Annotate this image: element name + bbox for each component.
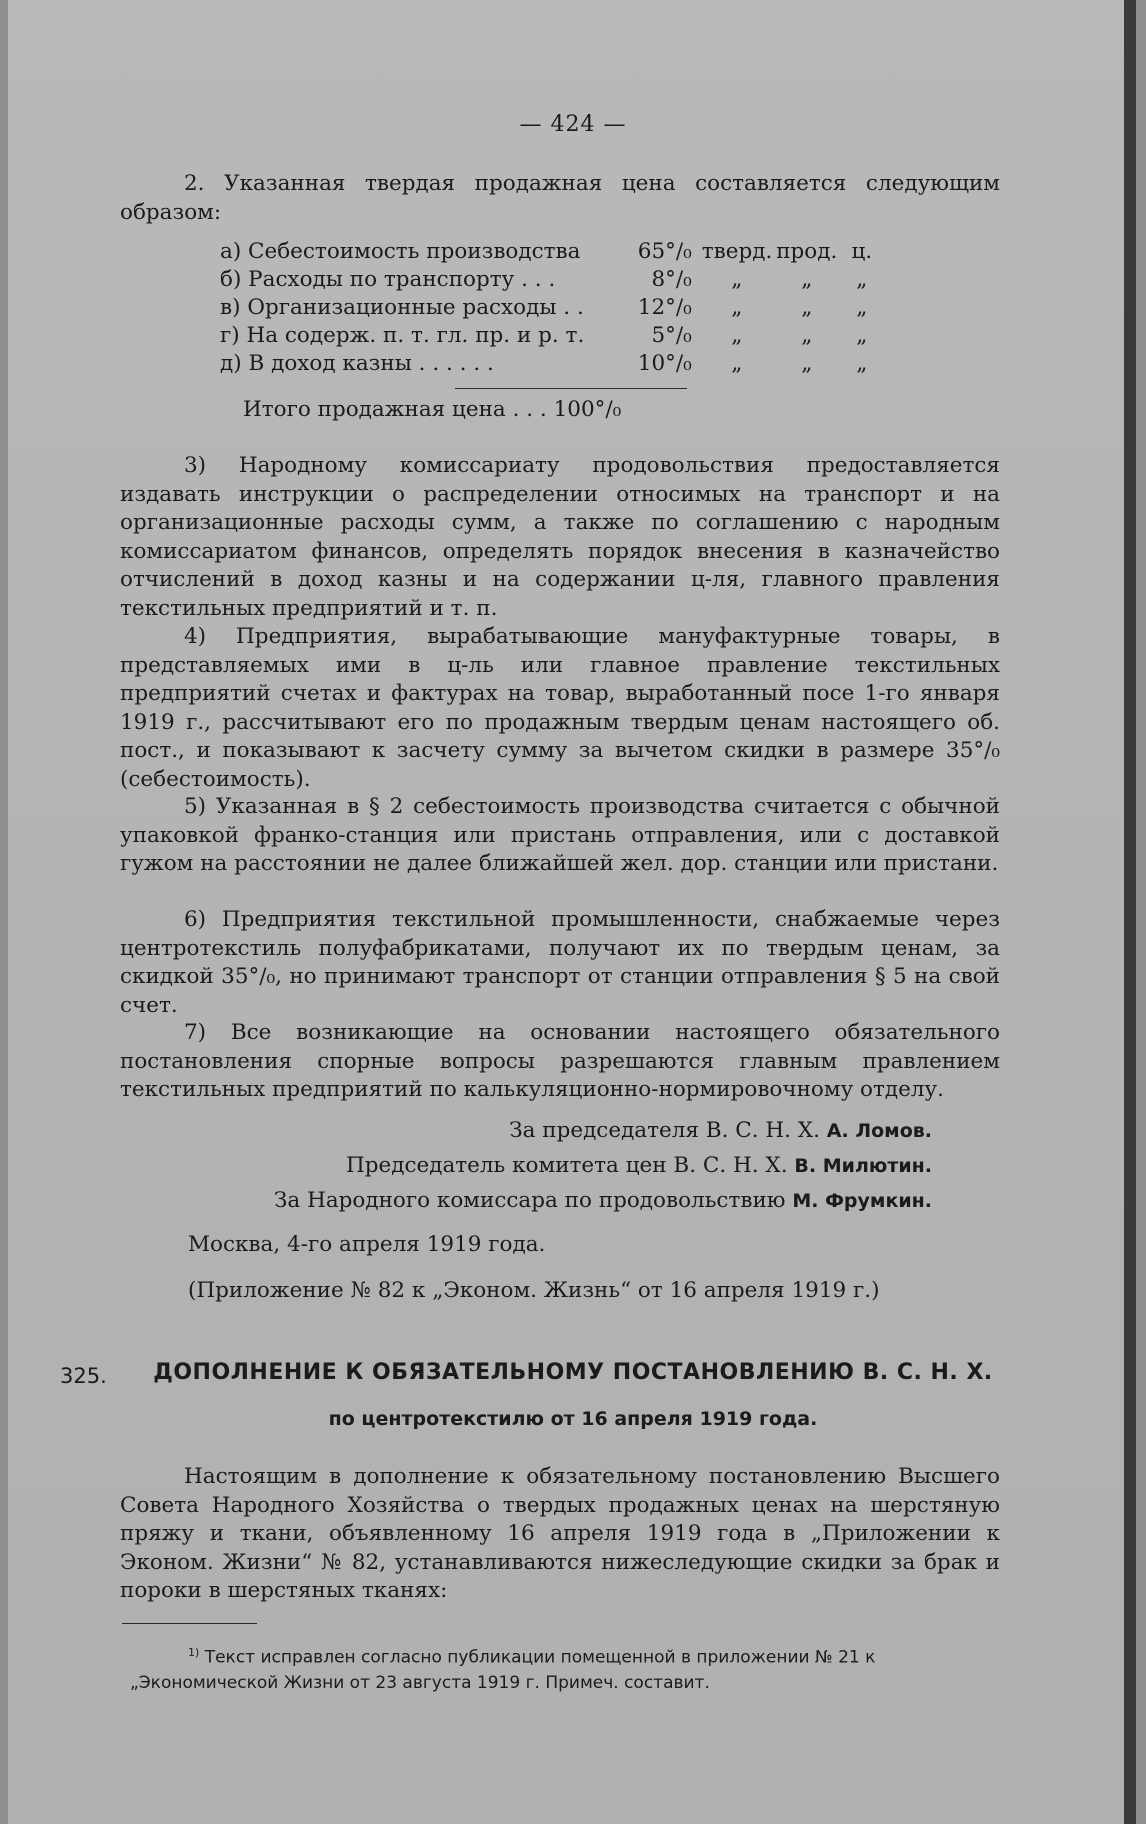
cost-row-label: в) Организационные расходы . . — [220, 295, 584, 320]
signature-role: За председателя В. С. Н. Х. — [509, 1118, 820, 1143]
signature-line — [346, 1153, 932, 1178]
section-subtitle: по центротекстилю от 16 апреля 1919 года. — [328, 1408, 818, 1430]
cost-row-unit: ц. — [851, 239, 873, 264]
section-title: ДОПОЛНЕНИЕ К ОБЯЗАТЕЛЬНОМУ ПОСТАНОВЛЕНИЮ В. С. Н. Х. — [153, 1360, 993, 1385]
cost-row-percent: 8°/₀ — [651, 267, 692, 292]
cost-row-unit: „ — [801, 351, 813, 376]
signature-line — [509, 1118, 932, 1143]
cost-row-percent: 10°/₀ — [637, 351, 692, 376]
footnote-rule — [122, 1623, 257, 1624]
cost-row-label: б) Расходы по транспорту . . . — [220, 267, 556, 292]
cost-row — [220, 322, 900, 350]
cost-row-unit: „ — [856, 323, 868, 348]
cost-row-unit: „ — [856, 295, 868, 320]
cost-row-label: а) Себестоимость производства — [220, 239, 581, 264]
signature-line — [274, 1188, 932, 1213]
cost-row-unit: „ — [731, 323, 743, 348]
cost-row-unit: „ — [731, 267, 743, 292]
cost-row-unit: „ — [801, 267, 813, 292]
cost-row-unit: „ — [801, 295, 813, 320]
place-date: Москва, 4-го апреля 1919 года. — [188, 1232, 546, 1257]
cost-row-percent: 12°/₀ — [637, 295, 692, 320]
cost-row-percent: 5°/₀ — [651, 323, 692, 348]
page-edge — [1124, 0, 1136, 1824]
cost-row-label: д) В доход казны . . . . . . — [220, 351, 494, 376]
cost-row-unit: прод. — [776, 239, 838, 264]
section-number: 325. — [60, 1364, 107, 1388]
section-2-intro: 2. Указанная твердая продажная цена составляется следующим образом: — [120, 171, 1000, 225]
footnote — [130, 1640, 1010, 1696]
page-number: — 424 — — [519, 112, 627, 137]
cost-row — [220, 238, 900, 266]
cost-breakdown-table — [220, 238, 900, 378]
signature-name: М. Фрумкин. — [792, 1190, 932, 1212]
paragraph-7: 7) Все возникающие на основании настоящего обязательного постановления спорные вопросы разрешаются главным правлением текстильных предприятий по калькуляционно-нормировочному отделу. — [120, 1020, 1000, 1102]
cost-row-unit: „ — [731, 295, 743, 320]
cost-row — [220, 266, 900, 294]
footnote-text: Текст исправлен согласно публикации помещенной в приложении № 21 к „Экономической Жизни от 23 августа 1919 г. Примеч. составит. — [130, 1647, 876, 1693]
footnote-mark: 1) — [188, 1646, 200, 1659]
source-note: (Приложение № 82 к „Эконом. Жизнь“ от 16 апреля 1919 г.) — [188, 1278, 880, 1303]
paragraph-5: 5) Указанная в § 2 себестоимость производства считается с обычной упаковкой франко-станция или пристань отправления, или с доставкой гужом на расстоянии не далее ближайшей жел. дор. станции или пристани. — [120, 794, 1000, 876]
cost-row-unit: „ — [856, 351, 868, 376]
signature-name: А. Ломов. — [826, 1120, 932, 1142]
paragraph-3: 3) Народному комиссариату продовольствия предоставляется издавать инструкции о распределении относимых на транспорт и на организационные расходы сумм, а также по соглашению с народным комиссариатом финансов, определять порядок внесения в казначейство отчислений в доход казны и на содержании ц-ля, главного правления текстильных предприятий и т. п. — [120, 453, 1000, 621]
cost-row-unit: „ — [731, 351, 743, 376]
cost-row-unit: „ — [801, 323, 813, 348]
total-price-line: Итого продажная цена . . . 100°/₀ — [243, 397, 622, 422]
signature-name: В. Милютин. — [794, 1155, 932, 1177]
signature-role: За Народного комиссара по продовольствию — [274, 1188, 786, 1213]
sum-rule — [455, 388, 687, 389]
cost-row — [220, 294, 900, 322]
cost-row-label: г) На содерж. п. т. гл. пр. и р. т. — [220, 323, 585, 348]
cost-row — [220, 350, 900, 378]
cost-row-percent: 65°/₀ — [637, 239, 692, 264]
cost-row-unit: „ — [856, 267, 868, 292]
paragraph-4: 4) Предприятия, вырабатывающие мануфактурные товары, в представляемых ими в ц-ль или главное правление текстильных предприятий счетах и фактурах на товар, выработанный посе 1-го января 1919 г., рассчитывают его по продажным твердым ценам настоящего об. пост., и показывают к засчету сумму за вычетом скидки в размере 35°/₀ (себестоимость). — [120, 624, 1000, 792]
cost-row-unit: тверд. — [701, 239, 773, 264]
section-325-body: Настоящим в дополнение к обязательному постановлению Высшего Совета Народного Хозяйства о твердых продажных ценах на шерстяную пряжу и ткани, объявленному 16 апреля 1919 года в „Приложении к Эконом. Жизни“ № 82, устанавливаются нижеследующие скидки за брак и пороки в шерстяных тканях: — [120, 1464, 1000, 1603]
signature-role: Председатель комитета цен В. С. Н. Х. — [345, 1153, 788, 1178]
paragraph-6: 6) Предприятия текстильной промышленности, снабжаемые через центротекстиль полуфабрикатами, получают их по твердым ценам, за скидкой 35°/₀, но принимают транспорт от станции отправления § 5 на свой счет. — [120, 907, 1000, 1018]
